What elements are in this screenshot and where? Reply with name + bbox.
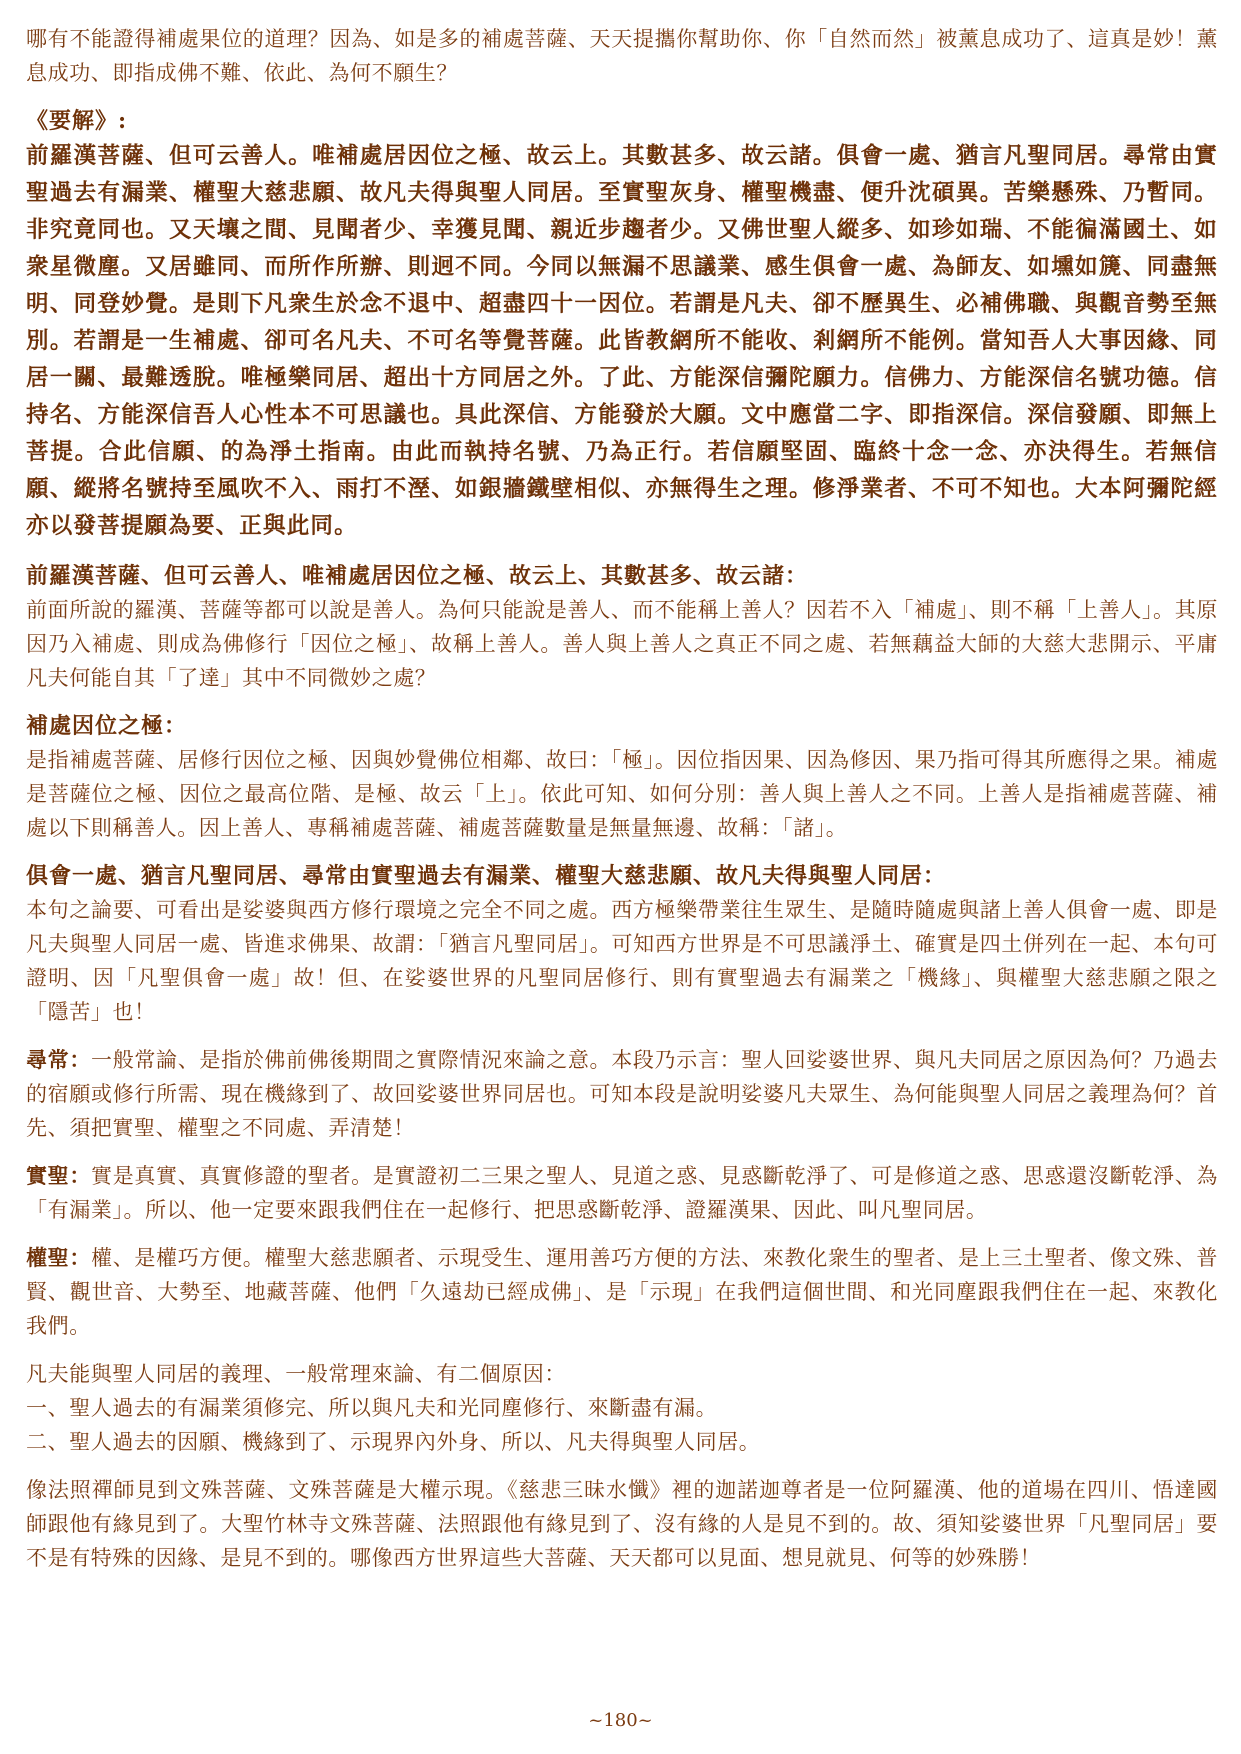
term-label: 實聖： xyxy=(26,1163,92,1188)
reasons-intro: 凡夫能與聖人同居的義理、一般常理來論、有二個原因： xyxy=(26,1362,566,1386)
page-number: ~180~ xyxy=(588,1710,653,1731)
term-label: 尋常： xyxy=(26,1047,92,1072)
section-heading: 補處因位之極： xyxy=(26,713,188,739)
closing-paragraph: 像法照禪師見到文殊菩薩、文殊菩薩是大權示現。《慈悲三昧水懺》裡的迦諾迦尊者是一位阿羅漢、他的道場在四川、悟達國師跟他有緣見到了。大聖竹林寺文殊菩薩、法照跟他有緣見到了、沒有緣的人是見不到的。故、須知娑婆世界「凡聖同居」要不是有特殊的因緣、是見不到的。哪像西方世界這些大菩薩、天天都可以見面、想見就見、何等的妙殊勝！ xyxy=(26,1478,1218,1570)
document-page xyxy=(26,22,1218,1575)
term-paragraph xyxy=(26,1043,1218,1145)
section-text: 本句之論要、可看出是娑婆與西方修行環境之完全不同之處。西方極樂帶業往生眾生、是隨時隨處與諸上善人俱會一處、即是凡夫與聖人同居一處、皆進求佛果、故謂：「猶言凡聖同居」。可知西方世界是不可思議淨土、確實是四土併列在一起、本句可證明、因「凡聖俱會一處」故！但、在娑婆世界的凡聖同居修行、則有實聖過去有漏業之「機緣」、與權聖大慈悲願之限之「隱苦」也！ xyxy=(26,898,1218,1024)
term-paragraph xyxy=(26,1159,1218,1227)
intro-paragraph: 哪有不能證得補處果位的道理？因為、如是多的補處菩薩、天天提攜你幫助你、你「自然而然」被薰息成功了、這真是妙！薰息成功、即指成佛不難、依此、為何不願生？ xyxy=(26,27,1218,85)
yaojie-heading: 《要解》: xyxy=(26,108,128,134)
term-text: 一般常論、是指於佛前佛後期間之實際情況來論之意。本段乃示言：聖人回娑婆世界、與凡夫同居之原因為何？乃過去的宿願或修行所需、現在機緣到了、故回娑婆世界同居也。可知本段是說明娑婆凡夫眾生、為何能與聖人同居之義理為何？首先、須把實聖、權聖之不同處、弄清楚！ xyxy=(26,1048,1218,1140)
reason-item: 一、聖人過去的有漏業須修完、所以與凡夫和光同塵修行、來斷盡有漏。 xyxy=(26,1396,718,1420)
section-text: 是指補處菩薩、居修行因位之極、因與妙覺佛位相鄰、故曰：「極」。因位指因果、因為修因、果乃指可得其所應得之果。補處是菩薩位之極、因位之最高位階、是極、故云「上」。依此可知、如何分別：善人與上善人之不同。上善人是指補處菩薩、補處以下則稱善人。因上善人、專稱補處菩薩、補處菩薩數量是無量無邊、故稱：「諸」。 xyxy=(26,748,1218,840)
term-text: 實是真實、真實修證的聖者。是實證初二三果之聖人、見道之惑、見惑斷乾淨了、可是修道之惑、思惑還沒斷乾淨、為「有漏業」。所以、他一定要來跟我們住在一起修行、把思惑斷乾淨、證羅漢果、因此、叫凡聖同居。 xyxy=(26,1164,1218,1222)
section-text: 前面所說的羅漢、菩薩等都可以說是善人。為何只能說是善人、而不能稱上善人？因若不入「補處」、則不稱「上善人」。其原因乃入補處、則成為佛修行「因位之極」、故稱上善人。善人與上善人之真正不同之處、若無藕益大師的大慈大悲開示、平庸凡夫何能自其「了達」其中不同微妙之處？ xyxy=(26,598,1218,690)
section-heading: 俱會一處、猶言凡聖同居、尋常由實聖過去有漏業、權聖大慈悲願、故凡夫得與聖人同居： xyxy=(26,863,947,889)
yaojie-text: 前羅漢菩薩、但可云善人。唯補處居因位之極、故云上。其數甚多、故云諸。俱會一處、猶言凡聖同居。尋常由實聖過去有漏業、權聖大慈悲願、故凡夫得與聖人同居。至實聖灰身、權聖機盡、便升沈碩異。苦樂懸殊、乃暫同。非究竟同也。又天壤之間、見聞者少、幸獲見聞、親近步趨者少。又佛世聖人縱多、如珍如瑞、不能徧滿國土、如衆星微塵。又居雖同、而所作所辦、則迥不同。今同以無漏不思議業、感生俱會一處、為師友、如壎如篪、同盡無明、同登妙覺。是則下凡衆生於念不退中、超盡四十一因位。若謂是凡夫、卻不歷異生、必補佛職、與觀音勢至無別。若謂是一生補處、卻可名凡夫、不可名等覺菩薩。此皆教網所不能收、剎網所不能例。當知吾人大事因緣、同居一關、最難透脫。唯極樂同居、超出十方同居之外。了此、方能深信彌陀願力。信佛力、方能深信名號功德。信持名、方能深信吾人心性本不可思議也。具此深信、方能發於大願。文中應當二字、即指深信。深信發願、即無上菩提。合此信願、的為淨土指南。由此而執持名號、乃為正行。若信願堅固、臨終十念一念、亦決得生。若無信願、縱將名號持至風吹不入、雨打不溼、如銀牆鐵壁相似、亦無得生之理。修淨業者、不可不知也。大本阿彌陀經亦以發菩提願為要、正與此同。 xyxy=(26,143,1218,539)
reason-item: 二、聖人過去的因願、機緣到了、示現界內外身、所以、凡夫得與聖人同居。 xyxy=(26,1430,761,1454)
term-paragraph xyxy=(26,1241,1218,1343)
section-heading: 前羅漢菩薩、但可云善人、唯補處居因位之極、故云上、其數甚多、故云諸： xyxy=(26,563,809,589)
term-label: 權聖： xyxy=(26,1245,92,1270)
term-text: 權、是權巧方便。權聖大慈悲願者、示現受生、運用善巧方便的方法、來教化衆生的聖者、是上三土聖者、像文殊、普賢、觀世音、大勢至、地藏菩薩、他們「久遠劫已經成佛」、是「示現」在我們這個世間、和光同塵跟我們住在一起、來教化我們。 xyxy=(26,1246,1218,1338)
